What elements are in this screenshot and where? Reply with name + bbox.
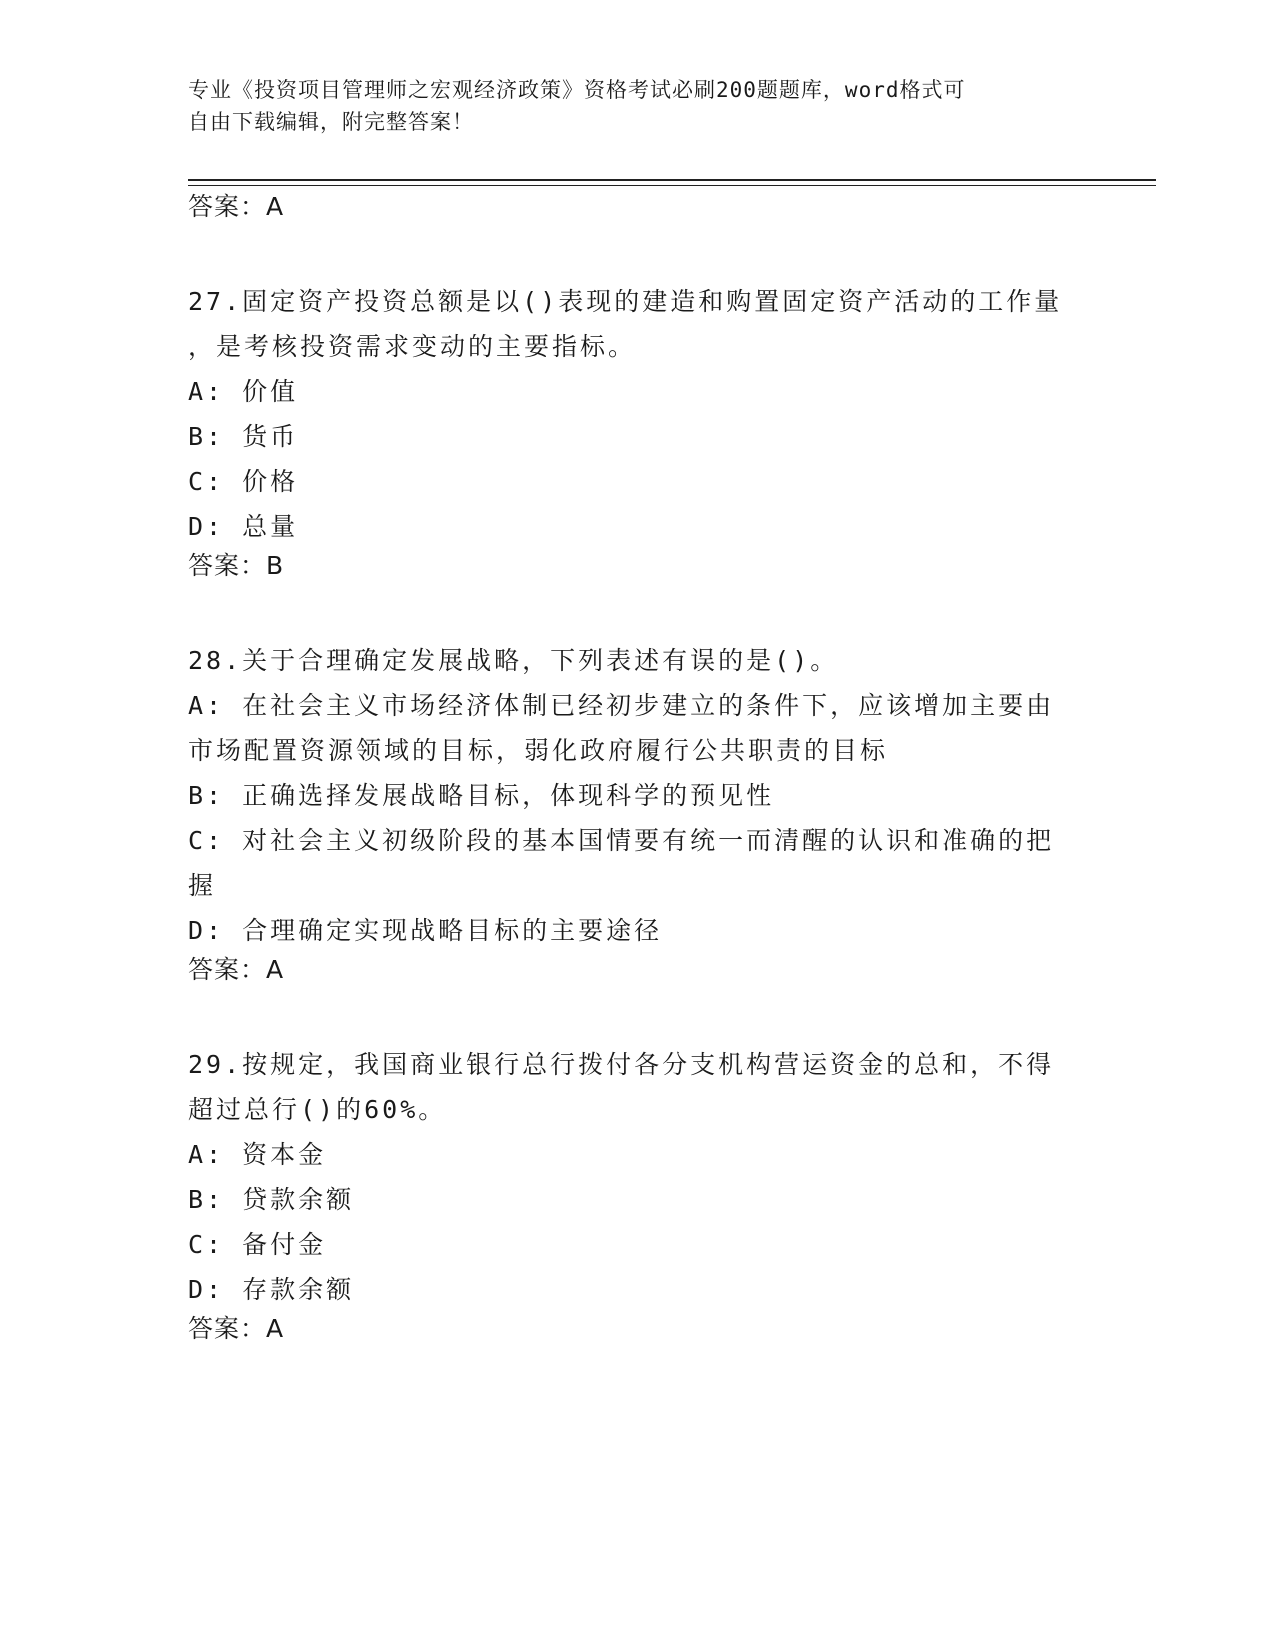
- option-d: D: 合理确定实现战略目标的主要途径: [188, 916, 663, 945]
- option-c-line-2: 握: [188, 871, 217, 900]
- header-line-2: 自由下载编辑，附完整答案！: [188, 110, 474, 134]
- question-number: 29.: [188, 1050, 243, 1079]
- option-a: A: 价值: [188, 377, 299, 406]
- option-c: C: 价格: [188, 467, 299, 496]
- question-27: [188, 279, 1078, 594]
- option-d: D: 存款余额: [188, 1275, 355, 1304]
- option-c-line-1: C: 对社会主义初级阶段的基本国情要有统一而清醒的认识和准确的把: [188, 826, 1055, 855]
- question-29: [188, 1042, 1078, 1357]
- option-a-line-2: 市场配置资源领域的目标，弱化政府履行公共职责的目标: [188, 736, 889, 765]
- question-27-line-1: [188, 279, 1078, 324]
- option-c: C: 备付金: [188, 1230, 327, 1259]
- option-a: A: 资本金: [188, 1140, 327, 1169]
- question-list: [188, 190, 1078, 1357]
- answer-27: 答案：B: [188, 551, 285, 580]
- question-29-line-2: 超过总行()的60%。: [188, 1095, 447, 1124]
- answer-26: 答案：A: [188, 192, 285, 221]
- option-b: B: 正确选择发展战略目标，体现科学的预见性: [188, 781, 775, 810]
- spacer: [188, 235, 1078, 279]
- question-number: 27.: [188, 287, 243, 316]
- spacer: [188, 998, 1078, 1042]
- spacer: [188, 594, 1078, 638]
- question-text: 关于合理确定发展战略，下列表述有误的是()。: [242, 646, 839, 675]
- question-text: 固定资产投资总额是以()表现的建造和购置固定资产活动的工作量: [242, 287, 1063, 316]
- option-a-line-1: A: 在社会主义市场经济体制已经初步建立的条件下，应该增加主要由: [188, 691, 1055, 720]
- option-d: D: 总量: [188, 512, 299, 541]
- option-b: B: 货币: [188, 422, 299, 451]
- page-header: [188, 74, 1068, 138]
- option-b: B: 贷款余额: [188, 1185, 355, 1214]
- question-28-line-1: [188, 638, 1078, 683]
- answer-28: 答案：A: [188, 955, 285, 984]
- answer-29: 答案：A: [188, 1314, 285, 1343]
- question-27-line-2: ，是考核投资需求变动的主要指标。: [188, 332, 637, 361]
- header-line-1: 专业《投资项目管理师之宏观经济政策》资格考试必刷200题题库，word格式可: [188, 78, 966, 102]
- question-28: [188, 638, 1078, 998]
- question-number: 28.: [188, 646, 243, 675]
- question-text: 按规定，我国商业银行总行拨付各分支机构营运资金的总和，不得: [242, 1050, 1055, 1079]
- header-rule: [188, 179, 1156, 186]
- question-29-line-1: [188, 1042, 1078, 1087]
